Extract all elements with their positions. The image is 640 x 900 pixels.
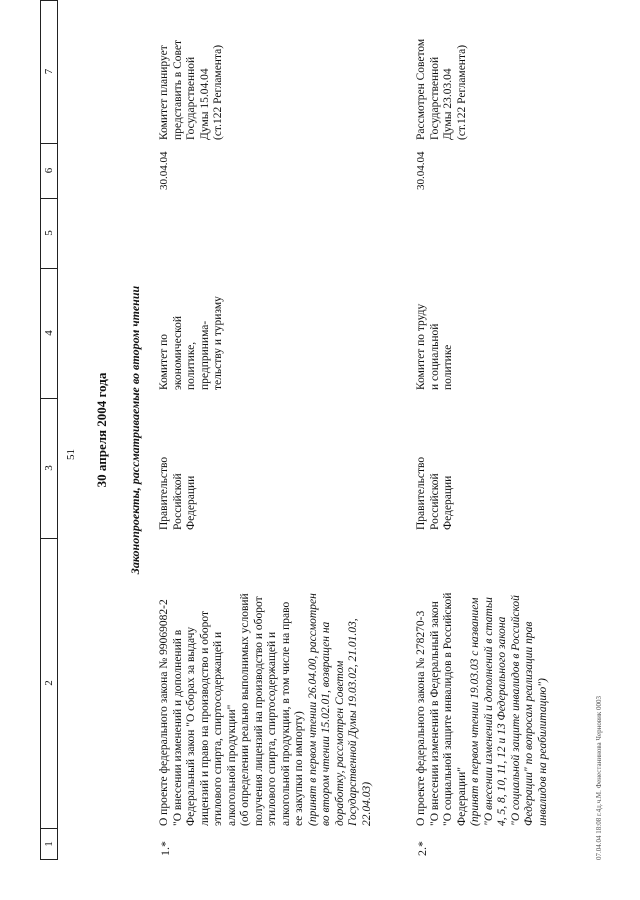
status-line: Комитет планирует — [158, 45, 170, 140]
date-cell: 30.04.04 — [158, 151, 170, 190]
bill-line: О проекте федерального закона № 99069082-2 — [158, 599, 170, 826]
rotated-content — [40, 0, 603, 860]
status-note — [158, 10, 226, 140]
bill-history-line: (принят в первом чтении 19.03.03 с названием — [469, 597, 481, 826]
initiator — [415, 410, 456, 530]
initiator-line: Правительство — [158, 456, 170, 530]
header-col-6: 6 — [41, 143, 57, 199]
initiator-line: Федерации — [185, 475, 197, 530]
bill-history-line: (принят в первом чтении 26.04.00, рассмотрен — [306, 593, 319, 826]
bill-line: (об определении реально выполнимых условий — [239, 593, 251, 826]
bill-line: алкогольной продукции" — [225, 704, 238, 826]
committee-line: тельству и туризму — [212, 296, 224, 390]
initiator-line: Федерации — [442, 475, 454, 530]
bill-line: "О социальной защите инвалидов в Российской — [442, 592, 454, 826]
footer-text: 07.04.04 18:08 г.4д.ч.М. Фенестанинова Черновик 0003 — [595, 695, 603, 860]
bill-line: ее закупки по импорту) — [293, 711, 305, 826]
date-heading: 30 апреля 2004 года — [94, 372, 109, 488]
bill-line: Федеральный закон "О сборах за выдачу — [185, 626, 197, 826]
initiator-line: Российской — [428, 473, 441, 530]
bill-description — [415, 586, 550, 826]
status-line: представить в Совет — [171, 39, 184, 140]
committee-line: политике, — [185, 341, 197, 390]
table-header-row — [40, 0, 58, 860]
bill-line: этилового спирта, спиртосодержащей и — [212, 631, 224, 826]
bill-history-line: 4, 5, 8, 10, 11, 12 и 13 Федерального закона — [496, 616, 508, 826]
bill-history-line: "О социальной защите инвалидов в Российской — [509, 595, 522, 826]
bill-history-line: доработку, рассмотрен Советом — [333, 660, 346, 826]
header-col-4: 4 — [41, 268, 57, 399]
bill-line: получения лицензий на производство и оборот — [252, 596, 265, 826]
page-number: 51 — [65, 449, 77, 460]
bill-history-line: во втором чтении 15.02.01, возвращен на — [320, 621, 332, 826]
committee — [158, 270, 226, 390]
bill-line: лицензий и право на производство и оборот — [198, 610, 211, 826]
header-col-5: 5 — [41, 198, 57, 269]
status-line: Рассмотрен Советом — [415, 38, 427, 140]
bill-history-line: Федерации" по вопросам реализации прав — [523, 621, 535, 826]
status-line: Думы 23.03.04 — [442, 68, 454, 140]
status-line: Государственной — [428, 56, 441, 140]
header-col-3: 3 — [41, 398, 57, 539]
bill-line: Федерации" — [455, 766, 468, 826]
header-col-2: 2 — [41, 538, 57, 829]
date-cell: 30.04.04 — [415, 151, 427, 190]
bill-line: алкогольной продукции, в том числе на право — [279, 601, 292, 826]
bill-history-line: Государственной Думы 19.03.02, 21.01.03, — [347, 618, 359, 826]
committee-line: и социальной — [428, 323, 441, 390]
committee-line: экономической — [171, 316, 184, 390]
committee-line: Комитет по труду — [415, 303, 427, 390]
status-line: (ст.122 Регламента) — [212, 44, 224, 140]
bill-history-line: инвалидов на реабилитацию") — [536, 678, 549, 826]
bill-history-line: 22.04.03) — [360, 781, 373, 826]
status-line: Думы 15.04.04 — [198, 68, 211, 140]
committee-line: политике — [442, 344, 454, 390]
header-col-1: 1 — [43, 841, 55, 847]
initiator-line: Правительство — [415, 456, 427, 530]
status-line: Государственной — [185, 56, 197, 140]
committee — [415, 270, 456, 390]
status-line: (ст.122 Регламента) — [455, 44, 468, 140]
committee-line: Комитет по — [158, 334, 170, 390]
bill-history-line: "О внесении изменений и дополнений в статьи — [482, 597, 495, 826]
committee-line: предпринима- — [198, 320, 211, 390]
bill-description — [158, 586, 374, 826]
initiator-line: Российской — [171, 473, 184, 530]
row-number: 2.* — [415, 841, 429, 856]
row-number: 1.* — [158, 841, 172, 856]
initiator — [158, 410, 199, 530]
bill-line: этилового спирта, спиртосодержащей и — [266, 631, 278, 826]
header-col-7: 7 — [41, 0, 57, 144]
bill-line: "О внесении изменений и дополнений в — [171, 629, 184, 826]
bill-line: "О внесении изменений в Федеральный закон — [428, 601, 441, 826]
status-note — [415, 10, 469, 140]
section-heading: Законопроекты, рассматриваемые во втором чтении — [128, 285, 142, 575]
bill-line: О проекте федерального закона № 278270-3 — [415, 610, 427, 826]
